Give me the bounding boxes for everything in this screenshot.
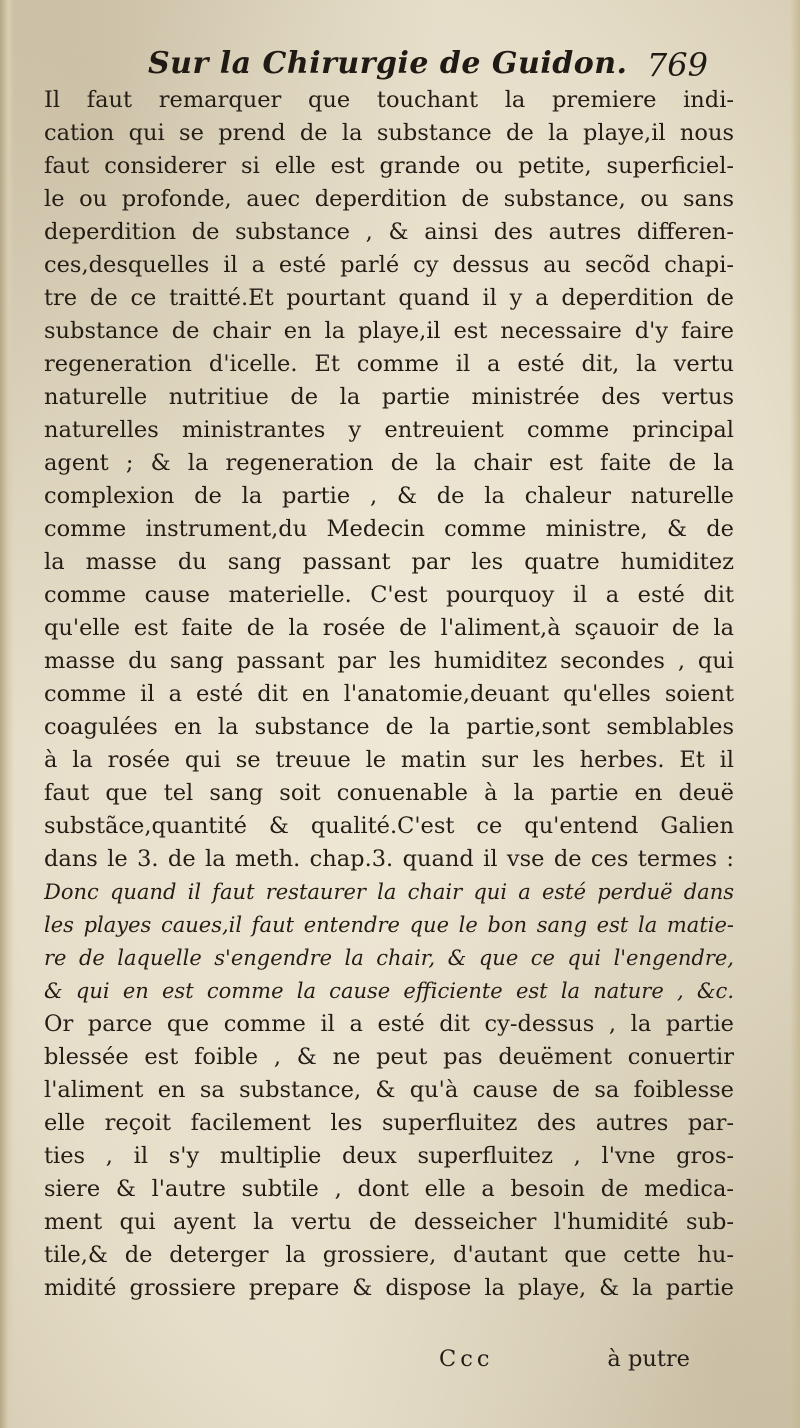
text-line: complexion de la partie , & de la chaleur naturelle [44,483,734,509]
text-line: substãce,quantité & qualité.C'est ce qu'entend Galien [44,813,734,839]
text-line: Il faut remarquer que touchant la premiere indi- [44,87,734,113]
page-left-edge-shadow [0,0,14,1428]
body-text [44,84,734,1305]
text-line: comme il a esté dit en l'anatomie,deuant qu'elles soient [44,681,734,707]
text-line: elle reçoit facilement les superfluitez des autres par- [44,1110,734,1136]
text-line: blessée est foible , & ne peut pas deuëment conuertir [44,1044,734,1070]
text-line: l'aliment en sa substance, & qu'à cause de sa foiblesse [44,1077,734,1103]
text-line: substance de chair en la playe,il est necessaire d'y faire [44,318,734,344]
text-line: la masse du sang passant par les quatre humiditez [44,549,734,575]
catchword: à putre [607,1346,690,1372]
text-line: tre de ce traitté.Et pourtant quand il y a deperdition de [44,285,734,311]
page-footer [44,1346,734,1379]
quotation-line: les playes caues,il faut entendre que le bon sang est la matie- [44,913,734,937]
text-line: ment qui ayent la vertu de desseicher l'humidité sub- [44,1209,734,1235]
text-line: comme instrument,du Medecin comme ministre, & de [44,516,734,542]
text-line: naturelle nutritiue de la partie ministrée des vertus [44,384,734,410]
text-line: tile,& de deterger la grossiere, d'autant que cette hu- [44,1242,734,1268]
text-line: dans le 3. de la meth. chap.3. quand il vse de ces termes : [44,846,734,872]
text-line: naturelles ministrantes y entreuient comme principal [44,417,734,443]
text-line: comme cause materielle. C'est pourquoy il a esté dit [44,582,734,608]
text-line: le ou profonde, auec deperdition de substance, ou sans [44,186,734,212]
text-line: regeneration d'icelle. Et comme il a esté dit, la vertu [44,351,734,377]
text-line: midité grossiere prepare & dispose la playe, & la partie [44,1275,734,1301]
text-line: ces,desquelles il a esté parlé cy dessus au secõd chapi- [44,252,734,278]
text-line: coagulées en la substance de la partie,sont semblables [44,714,734,740]
text-line: cation qui se prend de la substance de la playe,il nous [44,120,734,146]
text-line: agent ; & la regeneration de la chair est faite de la [44,450,734,476]
page-number: 769 [646,46,708,84]
text-line: ties , il s'y multiplie deux superfluitez , l'vne gros- [44,1143,734,1169]
text-line: faut considerer si elle est grande ou petite, superficiel- [44,153,734,179]
running-title: Sur la Chirurgie de Guidon. [148,46,628,81]
quotation-line: & qui en est comme la cause efficiente est la nature , &c. [44,979,734,1003]
quotation-line: Donc quand il faut restaurer la chair qui a esté perduë dans [44,880,734,904]
text-line: masse du sang passant par les humiditez secondes , qui [44,648,734,674]
text-line: deperdition de substance , & ainsi des autres differen- [44,219,734,245]
text-line: siere & l'autre subtile , dont elle a besoin de medica- [44,1176,734,1202]
signature-mark: Ccc [439,1346,494,1372]
text-line: faut que tel sang soit conuenable à la partie en deuë [44,780,734,806]
quotation-line: re de laquelle s'engendre la chair, & que ce qui l'engendre, [44,946,734,970]
text-line: Or parce que comme il a esté dit cy-dessus , la partie [44,1011,734,1037]
text-line: qu'elle est faite de la rosée de l'aliment,à sçauoir de la [44,615,734,641]
page-right-edge-shadow [790,0,800,1428]
text-line: à la rosée qui se treuue le matin sur les herbes. Et il [44,747,734,773]
